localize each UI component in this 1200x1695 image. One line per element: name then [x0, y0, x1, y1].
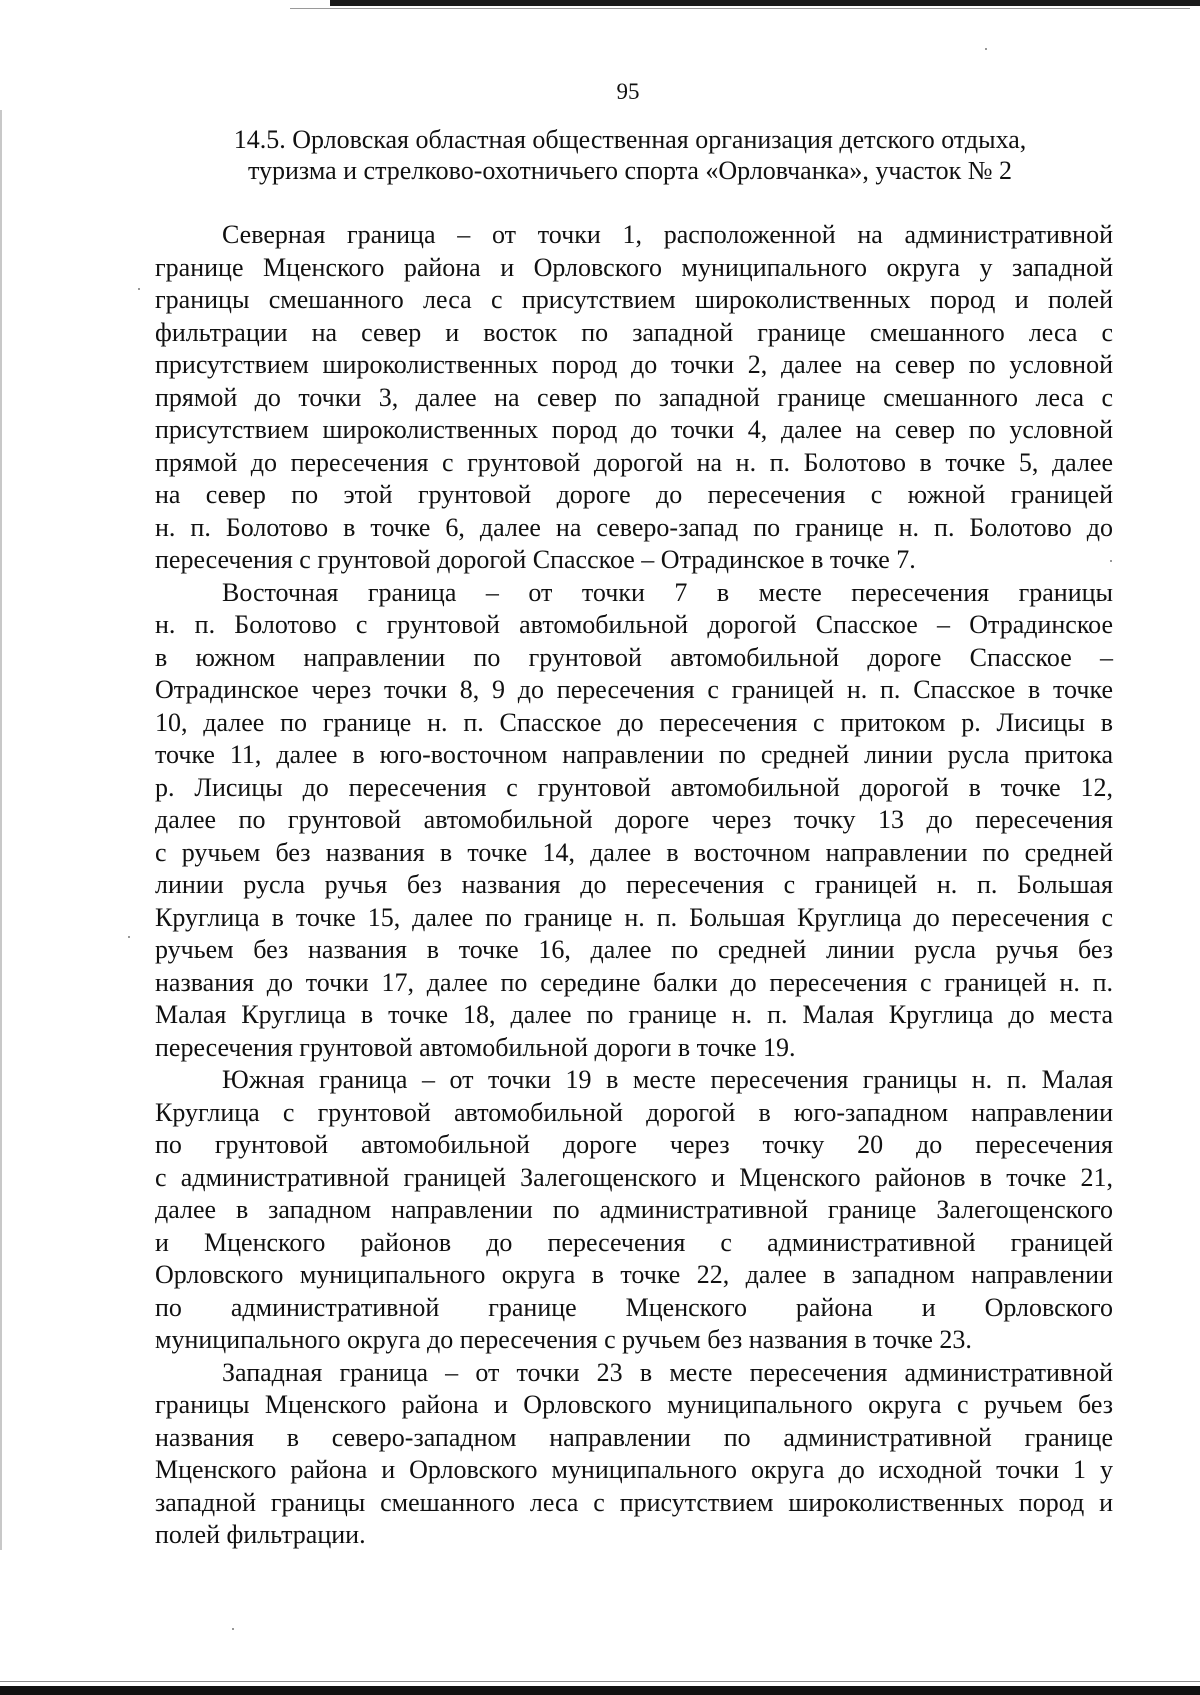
paragraph-north-boundary: [155, 219, 1113, 577]
page-number: 95: [616, 79, 640, 104]
scan-speck: [128, 936, 130, 938]
text-line: границы Мценского района и Орловского муниципального округа с ручьем без: [155, 1390, 1113, 1419]
text-line: с ручьем без названия в точке 14, далее в восточном направлении по средней: [155, 837, 1113, 867]
text-line: точке 11, далее в юго-восточном направлении по средней линии русла притока: [155, 740, 1113, 769]
text-line: Круглица в точке 15, далее по границе н. п. Большая Круглица до пересечения с: [155, 902, 1113, 932]
paragraph-west-boundary: [155, 1357, 1113, 1552]
scan-bottom-edge: [0, 1686, 1200, 1695]
text-line: по административной границе Мценского района и Орловского: [155, 1292, 1113, 1322]
section-heading-line: туризма и стрелково-охотничьего спорта «Орловчанка», участок № 2: [247, 156, 1013, 185]
section-heading: [150, 124, 1110, 186]
document-body: [155, 219, 1113, 1552]
text-line: границе Мценского района и Орловского муниципального округа у западной: [155, 252, 1113, 282]
text-line: по грунтовой автомобильной дороге через точку 20 до пересечения: [155, 1130, 1113, 1159]
section-heading-line: 14.5. Орловская областная общественная организация детского отдыха,: [233, 125, 1027, 154]
text-line: прямой до точки 3, далее на север по западной границе смешанного леса с: [155, 382, 1113, 412]
paragraph-south-boundary: [155, 1064, 1113, 1357]
text-line: присутствием широколиственных пород до точки 4, далее на север по условной: [155, 415, 1113, 444]
text-line: Западная граница – от точки 23 в месте пересечения административной: [222, 1357, 1113, 1387]
text-line: названия в северо-западном направлении по административной границе: [155, 1422, 1113, 1452]
text-line: Мценского района и Орловского муниципального округа до исходной точки 1 у: [155, 1455, 1113, 1484]
text-line: Круглица с грунтовой автомобильной дорогой в юго-западном направлении: [155, 1097, 1113, 1127]
text-line: Южная граница – от точки 19 в месте пересечения границы н. п. Малая: [222, 1065, 1113, 1094]
text-line: западной границы смешанного леса с присутствием широколиственных пород и: [155, 1487, 1113, 1517]
text-line: и Мценского районов до пересечения с административной границей: [155, 1227, 1113, 1257]
text-line: фильтрации на север и восток по западной границе смешанного леса с: [155, 317, 1113, 347]
text-line: далее в западном направлении по административной границе Залегощенского: [155, 1195, 1113, 1224]
scan-top-edge: [330, 0, 1200, 6]
text-line: далее по грунтовой автомобильной дороге через точку 13 до пересечения: [155, 805, 1113, 834]
text-line: линии русла ручья без названия до пересечения с границей н. п. Большая: [155, 870, 1113, 899]
text-line: в южном направлении по грунтовой автомобильной дороге Спасское –: [155, 642, 1113, 672]
scan-speck: [232, 1628, 234, 1630]
text-line: Отрадинское через точки 8, 9 до пересечения с границей н. п. Спасское в точке: [155, 675, 1113, 704]
text-line: названия до точки 17, далее по середине балки до пересечения с границей н. п.: [155, 967, 1113, 997]
scan-left-edge: [0, 110, 2, 1550]
text-line: р. Лисицы до пересечения с грунтовой автомобильной дорогой в точке 12,: [155, 772, 1113, 802]
text-line: н. п. Болотово с грунтовой автомобильной дорогой Спасское – Отрадинское: [155, 610, 1113, 639]
text-line: муниципального округа до пересечения с ручьем без названия в точке 23.: [155, 1325, 972, 1354]
text-line: ручьем без названия в точке 16, далее по средней линии русла ручья без: [155, 935, 1113, 964]
text-line: на север по этой грунтовой дороге до пересечения с южной границей: [155, 480, 1113, 509]
text-line: пересечения с грунтовой дорогой Спасское – Отрадинское в точке 7.: [155, 545, 916, 574]
text-line: Восточная граница – от точки 7 в месте пересечения границы: [222, 577, 1113, 607]
text-line: Северная граница – от точки 1, расположенной на административной: [222, 220, 1113, 249]
scan-top-line: [290, 8, 1190, 9]
scan-speck: [985, 48, 987, 50]
scan-bottom-line: [0, 1681, 1200, 1682]
text-line: с административной границей Залегощенского и Мценского районов в точке 21,: [155, 1162, 1113, 1192]
paragraph-east-boundary: [155, 577, 1113, 1065]
text-line: 10, далее по границе н. п. Спасское до пересечения с притоком р. Лисицы в: [155, 707, 1113, 737]
text-line: границы смешанного леса с присутствием широколиственных пород и полей: [155, 285, 1113, 314]
text-line: Малая Круглица в точке 18, далее по границе н. п. Малая Круглица до места: [155, 1000, 1113, 1029]
text-line: прямой до пересечения с грунтовой дорогой на н. п. Болотово в точке 5, далее: [155, 447, 1113, 477]
text-line: пересечения грунтовой автомобильной дороги в точке 19.: [155, 1032, 796, 1062]
text-line: присутствием широколиственных пород до точки 2, далее на север по условной: [155, 350, 1113, 379]
text-line: Орловского муниципального округа в точке 22, далее в западном направлении: [155, 1260, 1113, 1289]
text-line: н. п. Болотово в точке 6, далее на северо-запад по границе н. п. Болотово до: [155, 512, 1113, 542]
text-line: полей фильтрации.: [155, 1520, 366, 1549]
scan-speck: [138, 288, 140, 290]
